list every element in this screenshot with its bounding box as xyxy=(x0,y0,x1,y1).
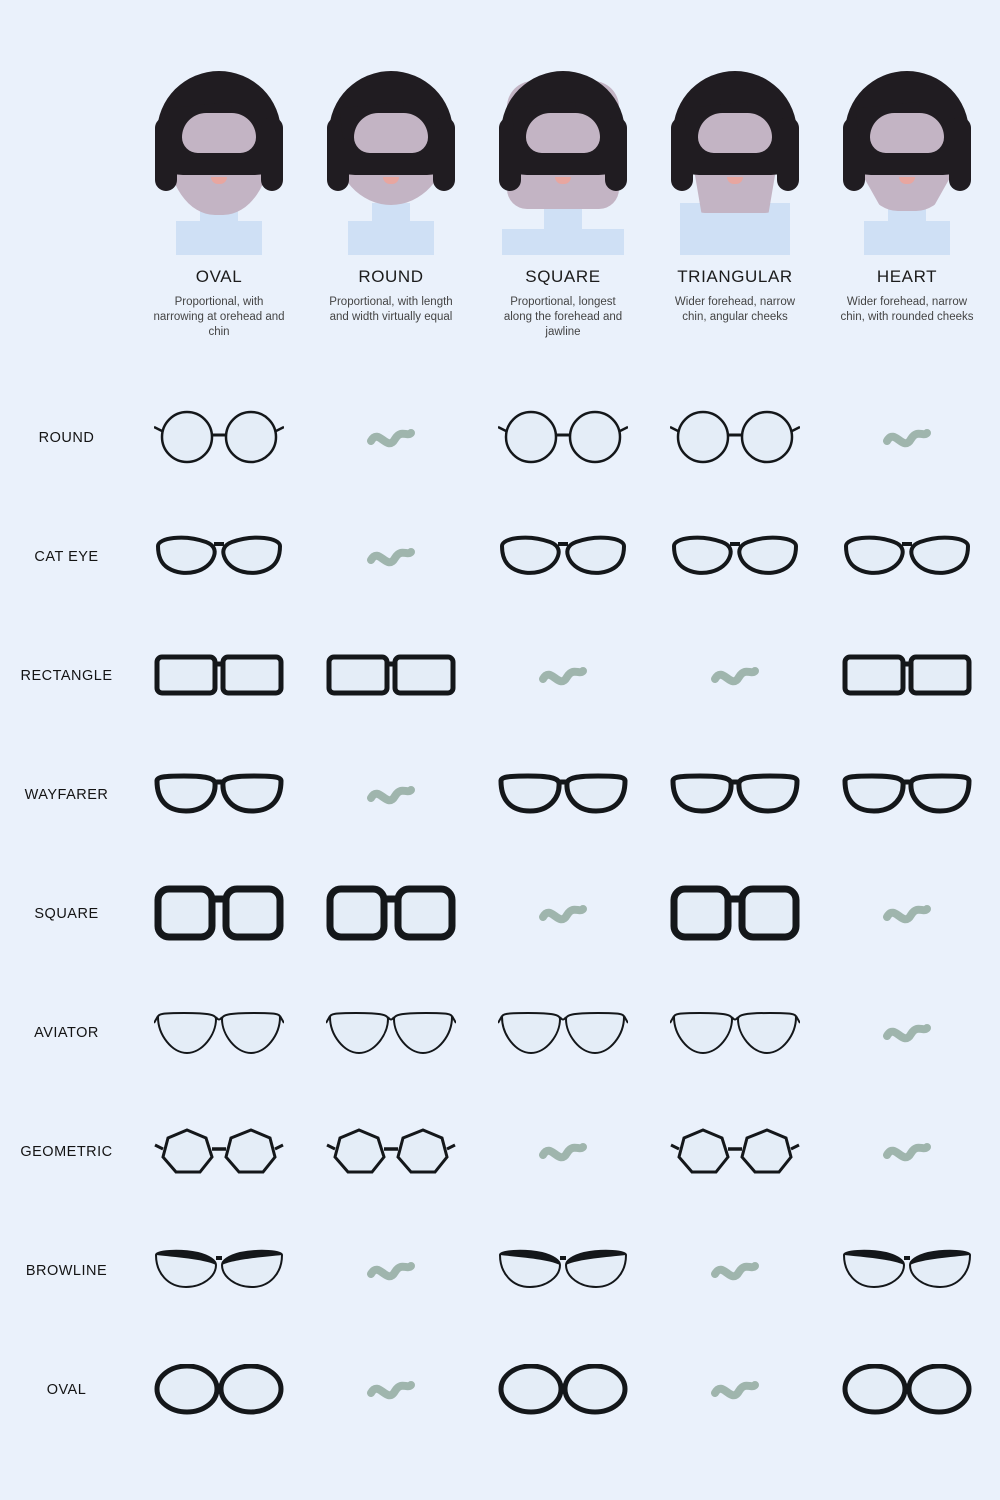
face-illustration-triangular xyxy=(649,55,821,255)
glasses-icon-square-round xyxy=(305,854,477,973)
hair xyxy=(329,71,453,175)
matrix-row xyxy=(0,854,1000,973)
hair-bangs xyxy=(340,102,407,141)
glasses-icon-geometric-triangular xyxy=(649,1092,821,1211)
glasses-icon-rectangle-heart xyxy=(821,616,993,735)
matrix-row xyxy=(0,1092,1000,1211)
glasses-icon-oval-oval xyxy=(133,1330,305,1449)
glasses-icon-geometric-oval xyxy=(133,1092,305,1211)
no-match-cell-browline-triangular xyxy=(649,1211,821,1330)
row-label-aviator: AVIATOR xyxy=(34,1024,99,1041)
face-description: Wider forehead, narrow chin, angular cheeks xyxy=(674,296,796,323)
face-shape-header-row xyxy=(0,55,1000,340)
no-match-cell-round-round xyxy=(305,378,477,497)
glasses-icon-cateye-triangular xyxy=(649,497,821,616)
face-title: HEART xyxy=(876,267,938,286)
face-title: SQUARE xyxy=(525,267,601,286)
hair xyxy=(845,71,969,175)
no-match-cell-geometric-square xyxy=(477,1092,649,1211)
no-match-cell-wayfarer-round xyxy=(305,735,477,854)
row-label-round: ROUND xyxy=(38,429,95,446)
hair-side-right xyxy=(433,117,455,191)
glasses-icon-wayfarer-square xyxy=(477,735,649,854)
glasses-matrix xyxy=(0,378,1000,1449)
no-match-cell-round-heart xyxy=(821,378,993,497)
glasses-icon-oval-square xyxy=(477,1330,649,1449)
shirt xyxy=(502,229,624,255)
no-match-cell-oval-round xyxy=(305,1330,477,1449)
glasses-icon-oval-heart xyxy=(821,1330,993,1449)
glasses-icon-wayfarer-oval xyxy=(133,735,305,854)
no-match-cell-geometric-heart xyxy=(821,1092,993,1211)
face-illustration-round xyxy=(305,55,477,255)
glasses-icon-wayfarer-triangular xyxy=(649,735,821,854)
hair-side-right xyxy=(605,117,627,191)
row-label-rectangle: RECTANGLE xyxy=(20,667,113,684)
matrix-row xyxy=(0,1211,1000,1330)
row-label-square: SQUARE xyxy=(34,905,99,922)
glasses-icon-geometric-round xyxy=(305,1092,477,1211)
no-match-cell-square-heart xyxy=(821,854,993,973)
row-label-wayfarer: WAYFARER xyxy=(24,786,109,803)
glasses-icon-round-oval xyxy=(133,378,305,497)
glasses-icon-round-square xyxy=(477,378,649,497)
hair-bangs xyxy=(168,102,235,141)
glasses-icon-rectangle-round xyxy=(305,616,477,735)
glasses-icon-cateye-square xyxy=(477,497,649,616)
face-description: Proportional, with length and width virtually equal xyxy=(329,296,453,323)
no-match-cell-aviator-heart xyxy=(821,973,993,1092)
shirt xyxy=(864,221,950,255)
face-title: TRIANGULAR xyxy=(677,267,793,286)
glasses-icon-cateye-oval xyxy=(133,497,305,616)
no-match-cell-cat-eye-round xyxy=(305,497,477,616)
face-title: OVAL xyxy=(195,267,243,286)
glasses-icon-browline-oval xyxy=(133,1211,305,1330)
glasses-icon-cateye-heart xyxy=(821,497,993,616)
glasses-icon-aviator-square xyxy=(477,973,649,1092)
face-illustration-heart xyxy=(821,55,993,255)
matrix-row xyxy=(0,973,1000,1092)
matrix-row xyxy=(0,378,1000,497)
hair-side-right xyxy=(949,117,971,191)
face-column-square xyxy=(477,55,649,340)
face-title: ROUND xyxy=(358,267,424,286)
hair xyxy=(157,71,281,175)
matrix-row xyxy=(0,616,1000,735)
face-column-triangular xyxy=(649,55,821,340)
hair-side-right xyxy=(261,117,283,191)
face-illustration-square xyxy=(477,55,649,255)
face-description: Wider forehead, narrow chin, with rounded cheeks xyxy=(840,296,974,323)
glasses-icon-browline-square xyxy=(477,1211,649,1330)
no-match-cell-rectangle-triangular xyxy=(649,616,821,735)
face-column-round xyxy=(305,55,477,340)
glasses-icon-square-oval xyxy=(133,854,305,973)
no-match-cell-oval-triangular xyxy=(649,1330,821,1449)
hair-bangs xyxy=(512,102,579,141)
matrix-row xyxy=(0,497,1000,616)
glasses-icon-aviator-triangular xyxy=(649,973,821,1092)
row-label-oval: OVAL xyxy=(46,1381,87,1398)
no-match-cell-browline-round xyxy=(305,1211,477,1330)
shirt xyxy=(348,221,434,255)
glasses-icon-browline-heart xyxy=(821,1211,993,1330)
face-column-heart xyxy=(821,55,993,340)
no-match-cell-square-square xyxy=(477,854,649,973)
shirt xyxy=(176,221,262,255)
hair xyxy=(673,71,797,175)
matrix-row xyxy=(0,735,1000,854)
face-description: Proportional, with narrowing at orehead and chin xyxy=(153,296,285,338)
face-description: Proportional, longest along the forehead and jawline xyxy=(503,296,623,338)
row-label-geometric: GEOMETRIC xyxy=(20,1143,113,1160)
face-column-oval xyxy=(133,55,305,340)
hair-side-right xyxy=(777,117,799,191)
glasses-icon-aviator-round xyxy=(305,973,477,1092)
hair-bangs xyxy=(856,102,923,141)
glasses-icon-square-triangular xyxy=(649,854,821,973)
face-illustration-oval xyxy=(133,55,305,255)
hair-bangs xyxy=(684,102,751,141)
row-label-cat-eye: CAT EYE xyxy=(34,548,99,565)
glasses-icon-rectangle-oval xyxy=(133,616,305,735)
glasses-icon-wayfarer-heart xyxy=(821,735,993,854)
matrix-row xyxy=(0,1330,1000,1449)
row-label-browline: BROWLINE xyxy=(25,1262,108,1279)
glasses-icon-round-triangular xyxy=(649,378,821,497)
glasses-icon-aviator-oval xyxy=(133,973,305,1092)
no-match-cell-rectangle-square xyxy=(477,616,649,735)
